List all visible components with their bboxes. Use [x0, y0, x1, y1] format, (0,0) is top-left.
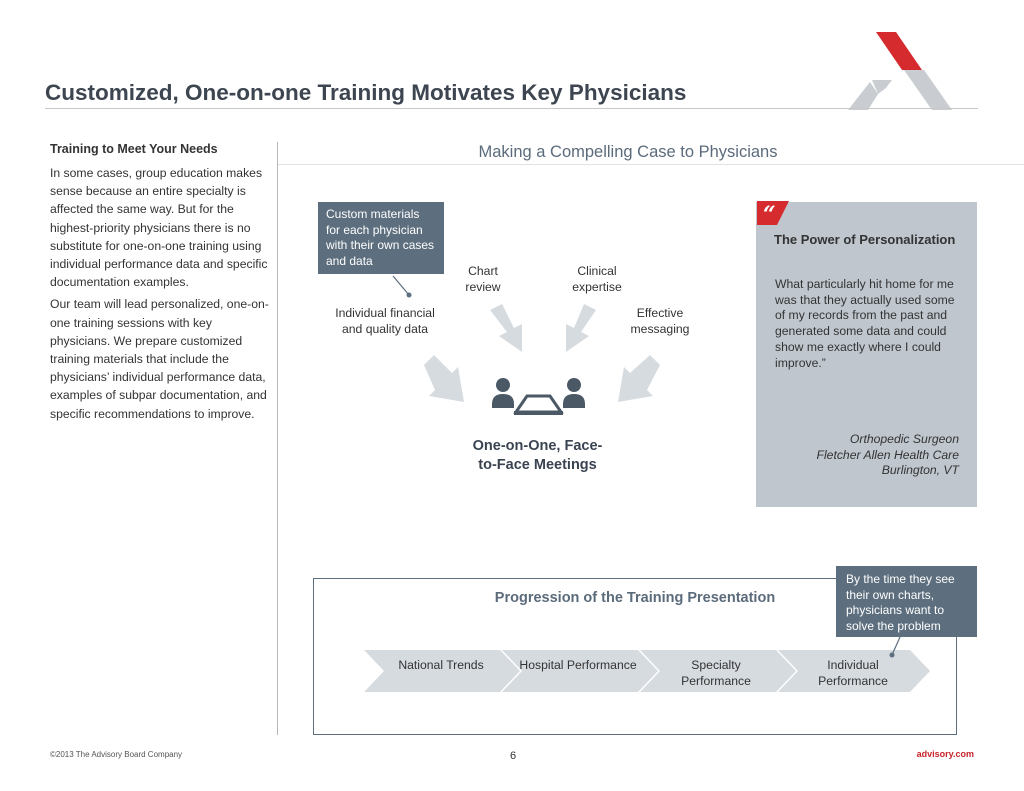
footer-copyright: ©2013 The Advisory Board Company: [50, 750, 183, 759]
meeting-label: One-on-One, Face-to-Face Meetings: [472, 438, 603, 473]
page-title: Customized, One-on-one Training Motivates Key Physicians: [45, 80, 687, 105]
left-heading: Training to Meet Your Needs: [50, 142, 218, 156]
custom-materials-callout: Custom materials for each physician with their own cases and data: [318, 202, 444, 274]
progression-title: Progression of the Training Presentation: [494, 590, 776, 606]
step-hospital-performance: Hospital Performance: [519, 658, 637, 672]
input-chart-label: Chart review: [465, 264, 501, 294]
quote-attribution-org: Fletcher Allen Health Care: [816, 447, 959, 462]
step-national-trends: National Trends: [398, 658, 484, 672]
quote-attribution-location: Burlington, VT: [881, 463, 959, 478]
step-individual-performance: Individual Performance: [818, 658, 888, 688]
input-clinical-label: Clinical expertise: [572, 264, 622, 294]
quote-title: The Power of Personalization: [774, 232, 956, 247]
section-heading: Making a Compelling Case to Physicians: [478, 143, 778, 161]
input-financial-label: Individual financial and quality data: [335, 306, 435, 336]
own-charts-callout: By the time they see their own charts, physicians want to solve the problem: [836, 566, 977, 637]
footer-site-link[interactable]: advisory.com: [916, 749, 974, 759]
left-paragraph-1: In some cases, group education makes sense because an entire specialty is affected the same way. But for the highest-priority physicians there is no substitute for one-on-one training using individual performance data and specific documentation examples.: [50, 166, 268, 290]
svg-text:“: “: [763, 202, 776, 225]
input-messaging-label: Effective messaging: [630, 306, 690, 336]
quote-text: What particularly hit home for me was that they actually used some of my records from the past and generated some data and could show me exactly where I could improve.”: [775, 277, 955, 370]
page-number: 6: [509, 750, 517, 762]
left-paragraph-2: Our team will lead personalized, one-on-one training sessions with key physicians. We prepare customized training materials that include the physicians’ individual performance data, examples of subpar documentation, and specific recommendations to improve.: [50, 297, 269, 421]
step-specialty-performance: Specialty Performance: [681, 658, 751, 688]
quote-attribution-role: Orthopedic Surgeon: [849, 432, 959, 446]
